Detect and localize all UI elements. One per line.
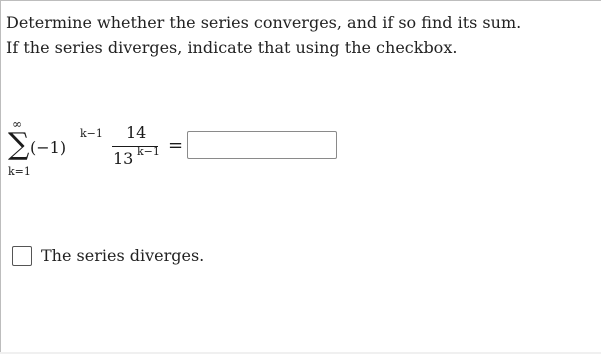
series-base: (−1) [30, 138, 67, 157]
sum-answer-input[interactable] [187, 131, 337, 159]
question-line-2: If the series diverges, indicate that using the checkbox. [6, 38, 458, 57]
equals-sign: = [168, 135, 184, 156]
diverges-option[interactable] [12, 245, 204, 267]
sum-lower-limit: k=1 [8, 165, 31, 178]
frame-left-border [0, 0, 1, 354]
series-exponent: k−1 [80, 127, 103, 140]
sigma-icon: ∑ [8, 127, 30, 162]
frame-top-border [0, 0, 601, 1]
question-line-1: Determine whether the series converges, and if so find its sum. [6, 13, 522, 32]
fraction-numerator: 14 [126, 123, 147, 142]
question-text [6, 10, 596, 60]
diverges-label[interactable]: The series diverges. [41, 246, 205, 265]
fraction-denominator-exponent: k−1 [137, 145, 160, 158]
diverges-checkbox[interactable] [12, 246, 32, 266]
sum-upper-limit: ∞ [12, 117, 22, 131]
fraction-denominator-base: 13 [113, 149, 134, 168]
